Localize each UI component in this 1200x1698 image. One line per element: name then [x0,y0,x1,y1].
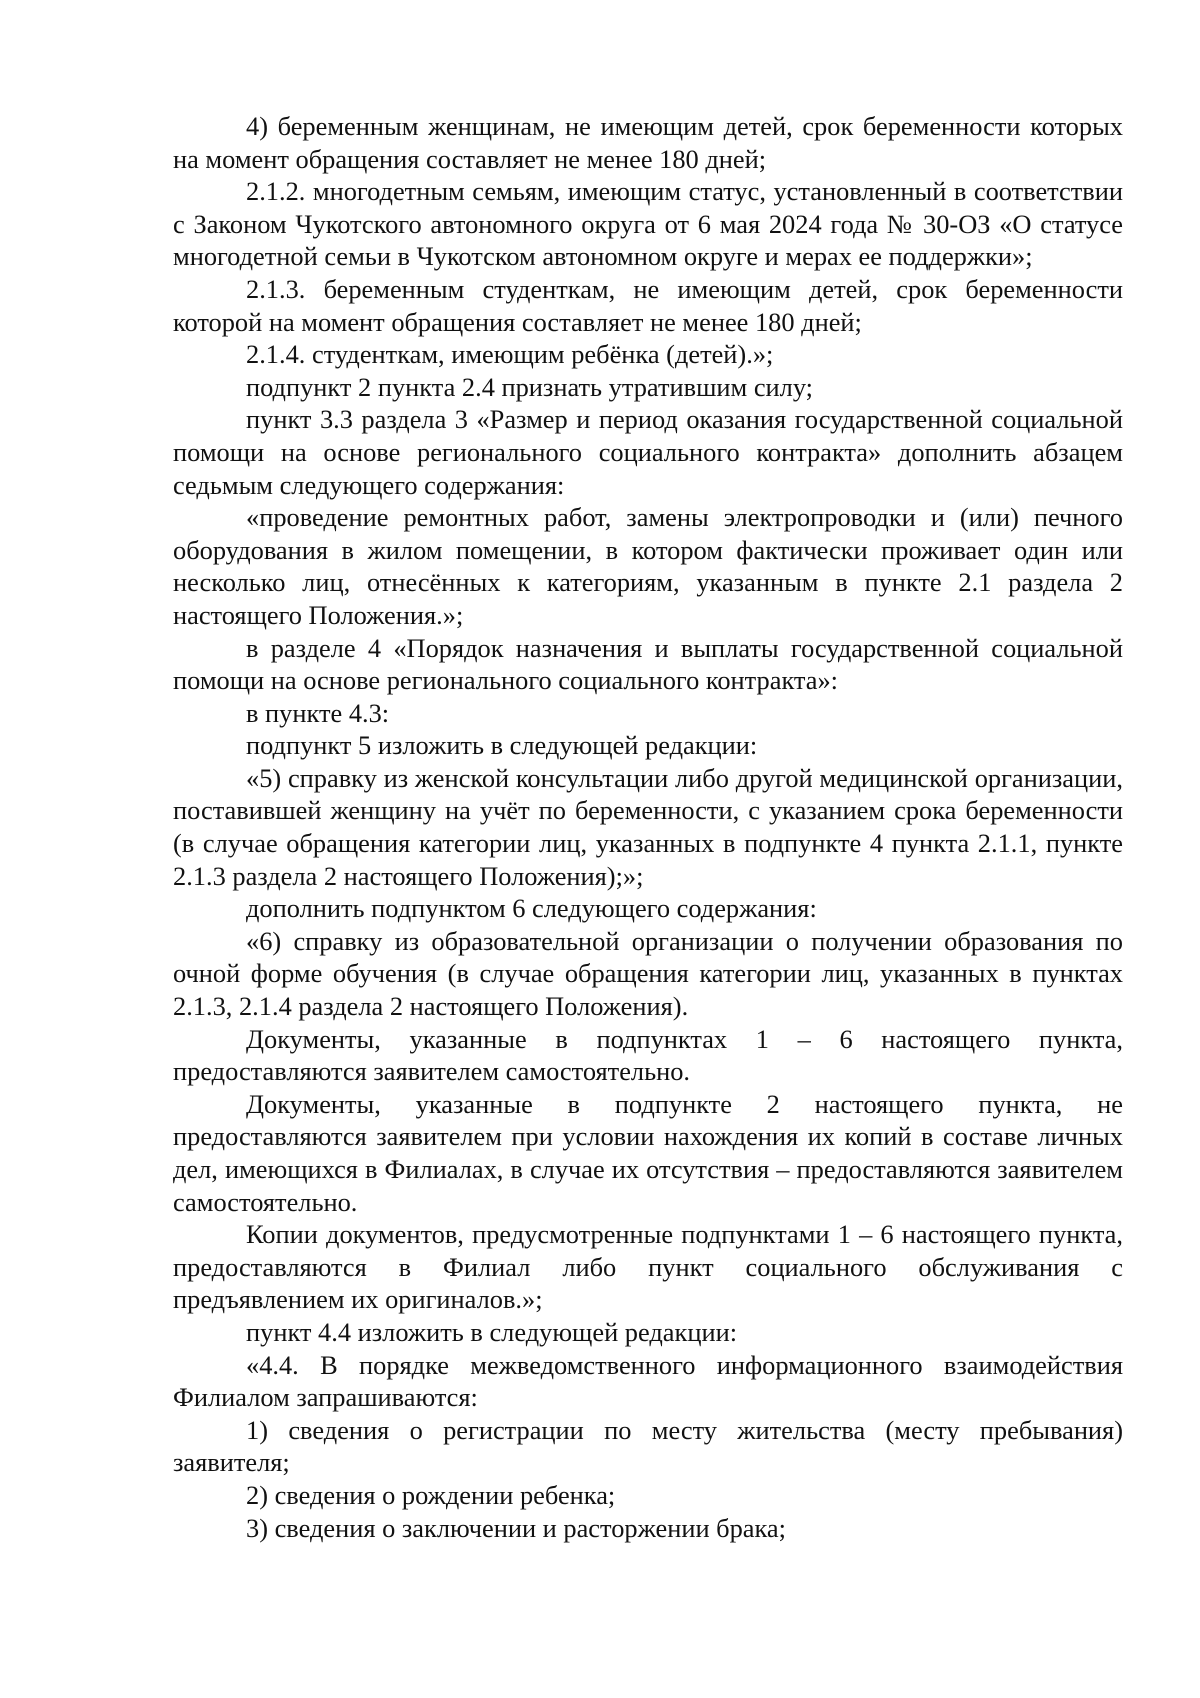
document-page [173,110,1123,1544]
paragraph-documents-1-6: Документы, указанные в подпунктах 1 – 6 настоящего пункта, предоставляются заявителем самостоятельно. [173,1023,1123,1087]
paragraph-subitem-5-edit: подпункт 5 изложить в следующей редакции: [246,730,758,761]
paragraph-document-copies: Копии документов, предусмотренные подпунктами 1 – 6 настоящего пункта, предоставляются в Филиал либо пункт социального обслуживания с предъявлением их оригиналов.»; [173,1219,1123,1315]
paragraph-2-1-3: 2.1.3. беременным студенткам, не имеющим детей, срок беременности которой на момент обращения составляет не менее 180 дней; [173,273,1123,337]
paragraph-subitem-6-text: «6) справку из образовательной организации о получении образования по очной форме обучения (в случае обращения категории лиц, указанных в пунктах 2.1.3, 2.1.4 раздела 2 настоящего Положения). [173,925,1123,1022]
paragraph-item-4-4-text: «4.4. В порядке межведомственного информационного взаимодействия Филиалом запрашиваются: [173,1349,1123,1413]
paragraph-subitem-2-4-repeal: подпункт 2 пункта 2.4 признать утратившим силу; [246,371,813,402]
paragraph-item-3-3: пункт 3.3 раздела 3 «Размер и период оказания государственной социальной помощи на основе регионального социального контракта» дополнить абзацем седьмым следующего содержания: [173,404,1123,500]
paragraph-list-item-3: 3) сведения о заключении и расторжении брака; [246,1512,786,1543]
paragraph-item-4-pregnant-women: 4) беременным женщинам, не имеющим детей, срок беременности которых на момент обращения составляет не менее 180 дней; [173,111,1123,174]
paragraph-item-4-3: в пункте 4.3: [246,697,390,728]
paragraph-subitem-5-text: «5) справку из женской консультации либо другой медицинской организации, поставившей женщину на учёт по беременности, с указанием срока беременности (в случае обращения категории лиц, указанных в подпункте 4 пункта 2.1.1, пункте 2.1.3 раздела 2 настоящего Положения);»; [173,762,1123,891]
paragraph-section-4: в разделе 4 «Порядок назначения и выплаты государственной социальной помощи на основе регионального социального контракта»: [173,632,1123,696]
paragraph-list-item-2: 2) сведения о рождении ребенка; [246,1479,616,1510]
paragraph-subitem-6-add: дополнить подпунктом 6 следующего содержания: [246,893,817,924]
paragraph-repair-works: «проведение ремонтных работ, замены электропроводки и (или) печного оборудования в жилом помещении, в котором фактически проживает один или несколько лиц, отнесённых к категориям, указанным в пункте 2.1 раздела 2 настоящего Положения.»; [173,502,1123,630]
paragraph-documents-2: Документы, указанные в подпункте 2 настоящего пункта, не предоставляются заявителем при условии нахождения их копий в составе личных дел, имеющихся в Филиалах, в случае их отсутствия – предоставляются заявителем самостоятельно. [173,1088,1123,1217]
paragraph-2-1-2: 2.1.2. многодетным семьям, имеющим статус, установленный в соответствии с Законом Чукотского автономного округа от 6 мая 2024 года № 30-ОЗ «О статусе многодетной семьи в Чукотском автономном округе и мерах ее поддержки»; [173,176,1123,272]
paragraph-item-4-4-edit: пункт 4.4 изложить в следующей редакции: [246,1316,738,1347]
paragraph-list-item-1: 1) сведения о регистрации по месту жительства (месту пребывания) заявителя; [173,1414,1123,1478]
paragraph-2-1-4: 2.1.4. студенткам, имеющим ребёнка (детей).»; [246,339,774,370]
